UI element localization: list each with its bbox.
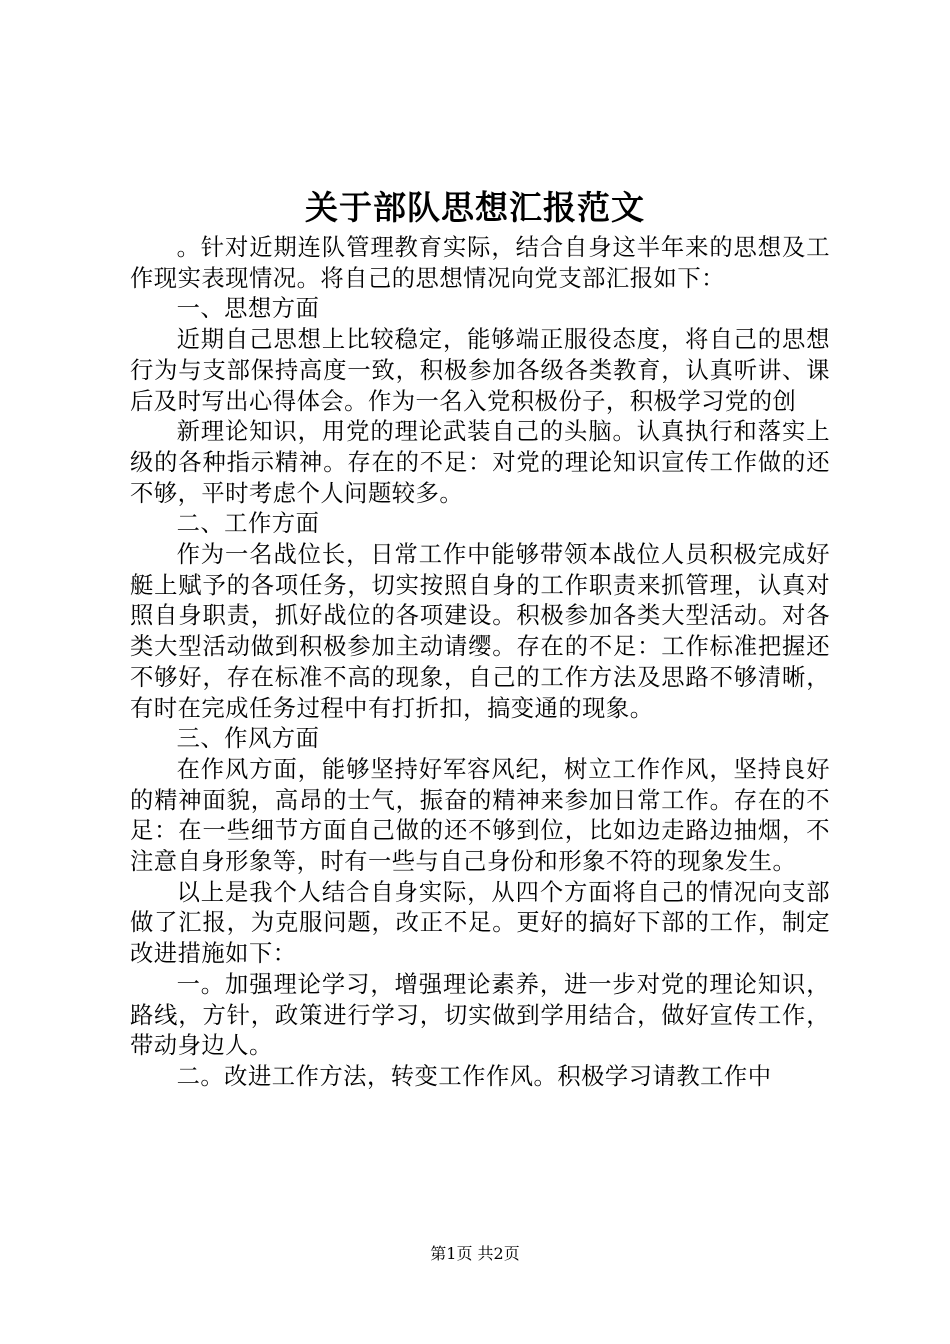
section-heading-style: 三、作风方面	[176, 725, 320, 753]
section-heading-thought: 一、思想方面	[176, 295, 320, 323]
page-footer: 第1页 共2页	[430, 1244, 520, 1263]
paragraph-thought: 近期自己思想上比较稳定，能够端正服役态度，将自己的思想行为与支部保持高度一致，积极参加各级各类教育，认真听讲、课后及时写出心得体会。作为一名入党积极份子，积极学习党的创	[130, 326, 830, 415]
paragraph-measure-1: 一。加强理论学习，增强理论素养，进一步对党的理论知识，路线，方针，政策进行学习，切实做到学用结合，做好宣传工作，带动身边人。	[130, 970, 830, 1060]
paragraph-work: 作为一名战位长，日常工作中能够带领本战位人员积极完成好艇上赋予的各项任务，切实按照自身的工作职责来抓管理，认真对照自身职责，抓好战位的各项建设。积极参加各类大型活动。对各类大型活动做到积极参加主动请缨。存在的不足：工作标准把握还不够好，存在标准不高的现象，自己的工作方法及思路不够清晰，有时在完成任务过程中有打折扣，搞变通的现象。	[130, 541, 830, 722]
paragraph-thought-continued: 新理论知识，用党的理论武装自己的头脑。认真执行和落实上级的各种指示精神。存在的不足：对党的理论知识宣传工作做的还不够，平时考虑个人问题较多。	[130, 418, 830, 507]
paragraph-intro: 。针对近期连队管理教育实际，结合自身这半年来的思想及工作现实表现情况。将自己的思想情况向党支部汇报如下：	[130, 234, 830, 292]
paragraph-summary: 以上是我个人结合自身实际，从四个方面将自己的情况向支部做了汇报，为克服问题，改正不足。更好的搞好下部的工作，制定改进措施如下：	[130, 878, 830, 968]
paragraph-style: 在作风方面，能够坚持好军容风纪，树立工作作风，坚持良好的精神面貌，高昂的士气，振奋的精神来参加日常工作。存在的不足：在一些细节方面自己做的还不够到位，比如边走路边抽烟，不注意自身形象等，时有一些与自己身份和形象不符的现象发生。	[130, 755, 830, 876]
section-heading-work: 二、工作方面	[176, 510, 320, 538]
document-title: 关于部队思想汇报范文	[305, 188, 645, 227]
paragraph-measure-2: 二。改进工作方法，转变工作作风。积极学习请教工作中	[176, 1062, 772, 1090]
document-body	[130, 233, 830, 1093]
